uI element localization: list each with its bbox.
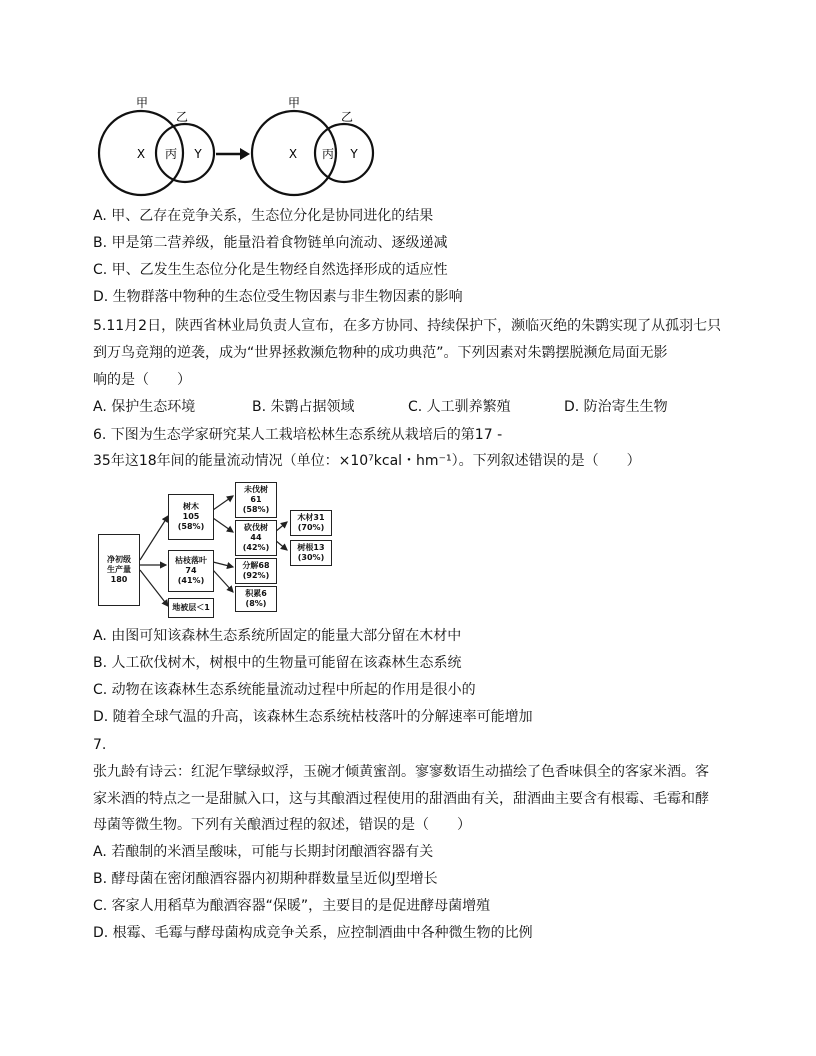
box-uncut-trees: 未伐树 61 (58%) [235,482,277,518]
box-ground-layer: 地被层＜1 [168,598,214,618]
label-yi-right: 乙 [340,110,354,124]
q4-option-d: D. 生物群落中物种的生态位受生物因素与非生物因素的影响 [93,289,463,305]
q5-stem-line3: 响的是（ ） [93,372,191,388]
q5-option-a: A. 保护生态环境 [93,399,196,415]
label-bing-right: 丙 [321,147,335,161]
box-cut-trees: 砍伐树 44 (42%) [235,520,277,556]
box-accumulation: 积累6 (8%) [235,586,277,612]
box-litter: 枯枝落叶 74 (41%) [168,550,214,592]
label-jia-left: 甲 [135,96,149,110]
label-x-right: X [288,147,298,161]
label-y-right: Y [350,147,358,161]
q5-stem-line1: 5.11月2日，陕西省林业局负责人宣布，在多方协同、持续保护下，濒临灭绝的朱鹮实现了从孤羽七只 [93,318,722,334]
q6-stem-line1: 6. 下图为生态学家研究某人工栽培松林生态系统从栽培后的第17 - [93,427,503,443]
arrow-head [240,148,250,160]
q6-option-d: D. 随着全球气温的升高，该森林生态系统枯枝落叶的分解速率可能增加 [93,709,533,725]
box-decomposition: 分解68 (92%) [235,558,277,584]
q7-option-b: B. 酵母菌在密闭酿酒容器内初期种群数量呈近似J型增长 [93,871,438,887]
q6-stem-line2: 35年这18年间的能量流动情况（单位：×10⁷kcal・hm⁻¹）。下列叙述错误的是（ ） [93,453,641,469]
label-bing-left: 丙 [164,147,178,161]
q5-option-c: C. 人工驯养繁殖 [408,399,511,415]
label-yi-left: 乙 [175,110,189,124]
q7-option-c: C. 客家人用稻草为酿酒容器“保暖”，主要目的是促进酵母菌增殖 [93,898,491,914]
label-x-left: X [136,147,146,161]
q7-option-a: A. 若酿制的米酒呈酸味，可能与长期封闭酿酒容器有关 [93,844,434,860]
q6-option-a: A. 由图可知该森林生态系统所固定的能量大部分留在木材中 [93,628,462,644]
box-net-primary-production: 净初级 生产量 180 [98,534,140,606]
q5-option-b: B. 朱鹮占据领域 [252,399,355,415]
q7-number: 7. [93,737,107,753]
q7-option-d: D. 根霉、毛霉与酵母菌构成竞争关系，应控制酒曲中各种微生物的比例 [93,925,533,941]
box-trees: 树木 105 (58%) [168,494,214,540]
box-timber: 木材31 (70%) [290,510,332,536]
label-y-left: Y [194,147,202,161]
q5-stem-line2: 到万鸟竞翔的逆袭，成为“世界拯救濒危物种的成功典范”。下列因素对朱鹮摆脱濒危局面无影 [93,345,668,361]
q5-option-d: D. 防治寄生生物 [564,399,668,415]
q7-stem-line2: 家米酒的特点之一是甜腻入口，这与其酿酒过程使用的甜酒曲有关，甜酒曲主要含有根霉、毛霉和酵 [93,791,709,807]
q7-stem-line3: 母菌等微生物。下列有关酿酒过程的叙述，错误的是（ ） [93,817,471,833]
q4-option-b: B. 甲是第二营养级，能量沿着食物链单向流动、逐级递减 [93,235,448,251]
niche-venn-diagram [90,90,390,205]
energy-flow-diagram [98,482,368,622]
q6-option-b: B. 人工砍伐树木，树根中的生物量可能留在该森林生态系统 [93,655,462,671]
q7-stem-line1: 张九龄有诗云：红泥乍擘绿蚁浮，玉碗才倾黄蜜剖。寥寥数语生动描绘了色香味俱全的客家米酒。客 [93,764,709,780]
q6-option-c: C. 动物在该森林生态系统能量流动过程中所起的作用是很小的 [93,682,476,698]
box-roots: 树根13 (30%) [290,540,332,566]
q4-option-a: A. 甲、乙存在竞争关系，生态位分化是协同进化的结果 [93,208,434,224]
label-jia-right: 甲 [287,96,301,110]
q4-option-c: C. 甲、乙发生生态位分化是生物经自然选择形成的适应性 [93,262,448,278]
